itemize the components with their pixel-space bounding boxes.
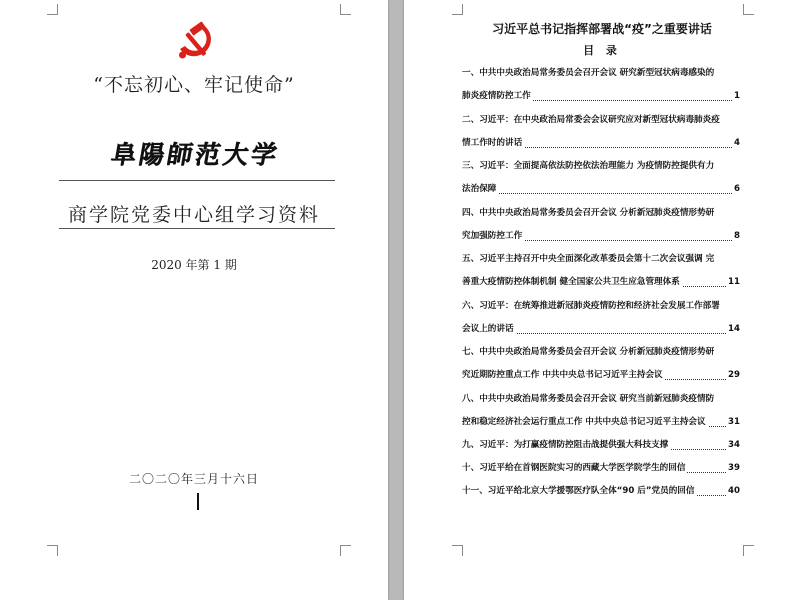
toc-page-number: 6	[732, 180, 740, 199]
issue-number: 2020 年第 1 期	[151, 258, 237, 272]
toc-entry-text: 八、中共中央政治局常务委员会召开会议 研究当前新冠肺炎疫情防	[462, 393, 715, 404]
toc-entry[interactable]	[462, 157, 740, 204]
toc-page-number: 29	[726, 366, 740, 385]
toc-page-number: 39	[726, 459, 740, 478]
margin-corner-mark	[47, 4, 58, 15]
toc-entry-text: 控和稳定经济社会运行重点工作 中共中央总书记习近平主持会议	[462, 416, 706, 427]
toc-entry[interactable]	[462, 482, 740, 505]
cover-slogan: “不忘初心、牢记使命”	[93, 74, 295, 96]
toc-entry-text: 会议上的讲话	[462, 323, 514, 334]
toc-page-number: 31	[726, 413, 740, 432]
toc-entry-text: 二、习近平：在中央政治局常委会会议研究应对新型冠状病毒肺炎疫	[462, 114, 720, 125]
toc-entry-text: 五、习近平主持召开中央全面深化改革委员会第十二次会议强调 完	[462, 254, 715, 264]
toc-entry-line	[462, 366, 740, 389]
toc-entry[interactable]	[462, 390, 740, 437]
toc-entry-line	[462, 297, 740, 320]
hammer-and-sickle-icon	[170, 16, 220, 66]
toc-page-number: 4	[732, 134, 740, 153]
divider	[59, 180, 335, 181]
toc-entry-line	[462, 250, 740, 273]
toc-entry-text: 四、中共中央政治局常务委员会召开会议 分析新冠肺炎疫情形势研	[462, 207, 715, 218]
toc-entry[interactable]	[462, 204, 740, 251]
toc-entry-line	[462, 157, 740, 180]
margin-corner-mark	[340, 4, 351, 15]
toc-page-number: 14	[726, 320, 740, 339]
toc-entry[interactable]	[462, 459, 740, 482]
toc-entry-line	[462, 227, 740, 250]
toc-entry-line	[462, 134, 740, 157]
toc-entry-text: 七、中共中央政治局常务委员会召开会议 分析新冠肺炎疫情形势研	[462, 347, 715, 357]
toc-entry-line	[462, 180, 740, 203]
toc-entry-text: 究加强防控工作	[462, 230, 523, 241]
toc-entry-line	[462, 273, 740, 296]
toc-page-number: 1	[732, 87, 740, 106]
toc-heading: 目 录	[583, 44, 621, 57]
toc-entry-line	[462, 111, 740, 134]
document-title: 习近平总书记指挥部署战“疫”之重要讲话	[492, 22, 712, 36]
toc-entry-text: 究近期防控重点工作 中共中央总书记习近平主持会议	[462, 370, 663, 381]
table-of-contents	[462, 64, 740, 506]
toc-entry[interactable]	[462, 436, 740, 459]
toc-entry[interactable]	[462, 343, 740, 390]
margin-corner-mark	[743, 545, 754, 556]
cover-date: 二〇二〇年三月十六日	[128, 472, 259, 486]
toc-entry-text: 一、中共中央政治局常务委员会召开会议 研究新型冠状病毒感染的	[462, 68, 715, 78]
margin-corner-mark	[743, 4, 754, 15]
toc-entry-text: 十、习近平给在首钢医院实习的西藏大学医学院学生的回信	[462, 463, 686, 474]
toc-entry-line	[462, 482, 740, 505]
toc-entry-line	[462, 436, 740, 459]
toc-entry-line	[462, 64, 740, 87]
toc-entry-text: 六、习近平：在统筹推进新冠肺炎疫情防控和经济社会发展工作部署	[462, 300, 720, 311]
toc-entry-text: 九、习近平：为打赢疫情防控阻击战提供强大科技支撑	[462, 440, 669, 450]
toc-page-number: 34	[726, 436, 740, 455]
toc-entry-line	[462, 459, 740, 482]
toc-entry-text: 三、习近平：全面提高依法防控依法治理能力 为疫情防控提供有力	[462, 161, 715, 171]
toc-entry-line	[462, 413, 740, 436]
margin-corner-mark	[340, 545, 351, 556]
margin-corner-mark	[47, 545, 58, 556]
toc-entry-line	[462, 87, 740, 110]
toc-entry-line	[462, 204, 740, 227]
text-cursor[interactable]	[197, 493, 199, 510]
toc-entry[interactable]	[462, 64, 740, 111]
university-calligraphy-logo: 阜陽師范大学	[108, 140, 282, 169]
toc-entry-line	[462, 320, 740, 343]
margin-corner-mark	[452, 545, 463, 556]
toc-entry-text: 肺炎疫情防控工作	[462, 91, 531, 102]
toc-page-number: 40	[726, 482, 740, 501]
toc-entry-text: 十一、习近平给北京大学援鄂医疗队全体“90 后”党员的回信	[462, 486, 695, 497]
toc-entry-line	[462, 343, 740, 366]
margin-corner-mark	[452, 4, 463, 15]
cover-page	[0, 0, 388, 600]
divider	[59, 228, 335, 229]
toc-entry-text: 善重大疫情防控体制机制 健全国家公共卫生应急管理体系	[462, 277, 680, 288]
cover-subtitle: 商学院党委中心组学习资料	[67, 204, 320, 226]
toc-entry-text: 法治保障	[462, 184, 497, 195]
toc-entry-text: 情工作时的讲话	[462, 137, 523, 148]
toc-page-number: 8	[732, 227, 740, 246]
toc-page-number: 11	[726, 273, 740, 292]
toc-entry-line	[462, 390, 740, 413]
toc-page	[404, 0, 800, 600]
toc-entry[interactable]	[462, 111, 740, 158]
toc-entry[interactable]	[462, 297, 740, 344]
toc-entry[interactable]	[462, 250, 740, 297]
